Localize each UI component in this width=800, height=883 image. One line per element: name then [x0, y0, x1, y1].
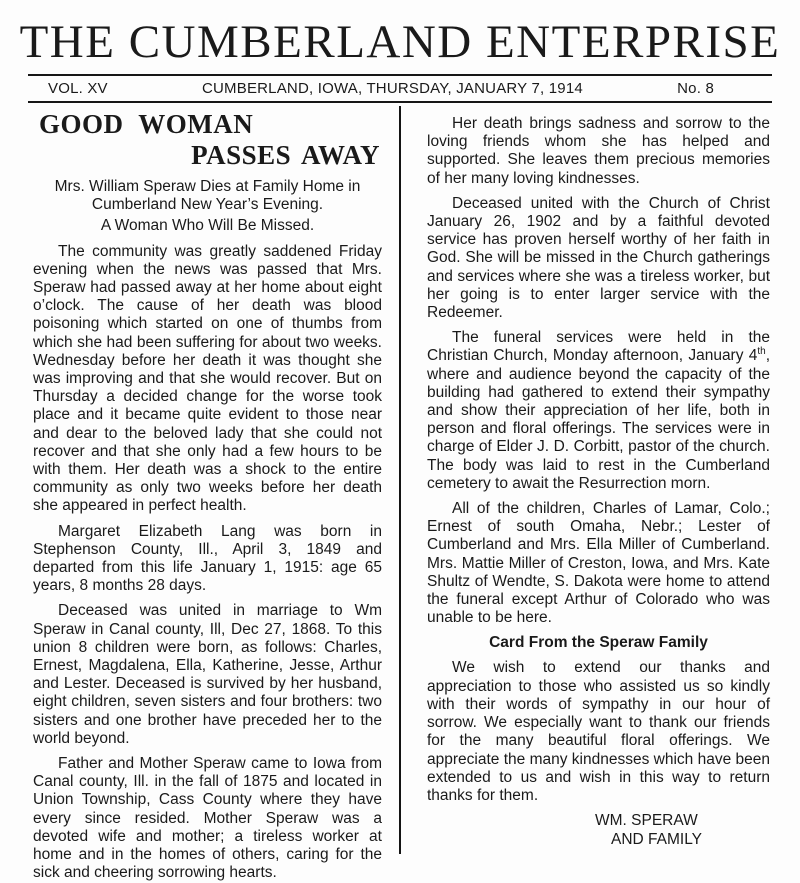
article-paragraph	[427, 329, 770, 493]
signature-name: WM. SPERAW	[595, 812, 698, 830]
right-column-paragraphs	[427, 115, 770, 627]
text-segment: , where and audience beyond the capacity of the building had gathered to extend their sympathy and show their appreciation of her life, both in person and floral offerings. The services were in charge of Elder J. D. Corbitt, pastor of the church. The body was laid to rest in the Cumberland cemetery to await the Resurrection morn.	[427, 347, 770, 492]
headline-line-1: GOOD WOMAN	[39, 109, 254, 139]
article-columns	[33, 106, 770, 883]
article-paragraph: Deceased was united in marriage to Wm Speraw in Canal county, Ill, Dec 27, 1868. To this union 8 children were born, as follows: Charles, Ernest, Magdalena, Ella, Katherine, Jesse, Arthur and Lester. Deceased is survived by her husband, eight children, seven sisters and four brothers: two sisters and one brother have preceded her to the world beyond.	[33, 602, 382, 747]
dateline-volume: VOL. XV	[48, 80, 108, 97]
article-paragraph: Father and Mother Speraw came to Iowa from Canal county, Ill. in the fall of 1875 and located in Union Township, Cass County where they have every since resided. Mother Speraw was a devoted wife and mother; a tireless worker at home and in the homes of others, caring for the sick and cheering sorrowing hearts.	[33, 754, 382, 882]
text-segment: The funeral services were held in the Christian Church, Monday afternoon, January 4	[427, 329, 770, 365]
article-paragraph: The community was greatly saddened Friday evening when the news was passed that Mrs. Speraw had passed away at her home about eight o’clock. The cause of her death was blood poisoning which started on one of thumbs from which she had been suffering for about two weeks. Wednesday before her death it was thought she was improving and that she would recover. But on Thursday a decided change for the worse took place and it became quite evident to those near and dear to the beloved lady that she could not recover and that she only had a few hours to be with them. Her death was a shock to the entire community as only two weeks before her death she appeared in perfect health.	[33, 242, 382, 515]
article-paragraph: All of the children, Charles of Lamar, Colo.; Ernest of south Omaha, Nebr.; Lester of Cumberland and Mrs. Ella Miller of Cumberland. Mrs. Mattie Miller of Creston, Iowa, and Mrs. Kate Shultz of Wendte, S. Dakota were home to attend the funeral except Arthur of Colorado who was unable to be here.	[427, 500, 770, 627]
article-paragraph: Deceased united with the Church of Christ January 26, 1902 and by a faithful devoted service has proven herself worthy of her faith in God. She will be missed in the Church gatherings and services where she was a tireless worker, but her going is to enter larger service with the Redeemer.	[427, 194, 770, 322]
left-column	[33, 106, 382, 883]
masthead-rule-bottom	[28, 101, 772, 103]
article-deck-secondary: A Woman Who Will Be Missed.	[100, 217, 315, 234]
dateline	[28, 76, 772, 101]
masthead-title: THE CUMBERLAND ENTERPRISE	[19, 16, 781, 68]
card-paragraph: We wish to extend our thanks and appreciation to those who assisted us so kindly with their words of sympathy in our hour of sorrow. We especially want to thank our friends for the many beautiful floral offerings. We appreciate the many kindnesses which have been extended to us and wish in this way to return thanks for them.	[427, 659, 770, 804]
article-paragraph: Her death brings sadness and sorrow to the loving friends whom she has helped and supported. She leaves them precious memories of her many loving kindnesses.	[427, 115, 770, 187]
signature-family: AND FAMILY	[611, 830, 703, 848]
card-heading: Card From the Speraw Family	[489, 634, 708, 652]
superscript: th	[757, 346, 766, 358]
right-column	[401, 106, 770, 883]
left-column-paragraphs	[33, 243, 382, 883]
signature-block	[427, 812, 770, 849]
dateline-issue-number: No. 8	[677, 80, 714, 97]
headline-line-2: PASSES AWAY	[191, 140, 380, 170]
article-paragraph: Margaret Elizabeth Lang was born in Stephenson County, Ill., April 3, 1849 and departed from this life January 1, 1915: age 65 years, 8 months 28 days.	[33, 522, 382, 595]
dateline-date: CUMBERLAND, IOWA, THURSDAY, JANUARY 7, 1914	[201, 80, 583, 97]
article-deck: Mrs. William Speraw Dies at Family Home in Cumberland New Year’s Evening.	[54, 178, 361, 213]
